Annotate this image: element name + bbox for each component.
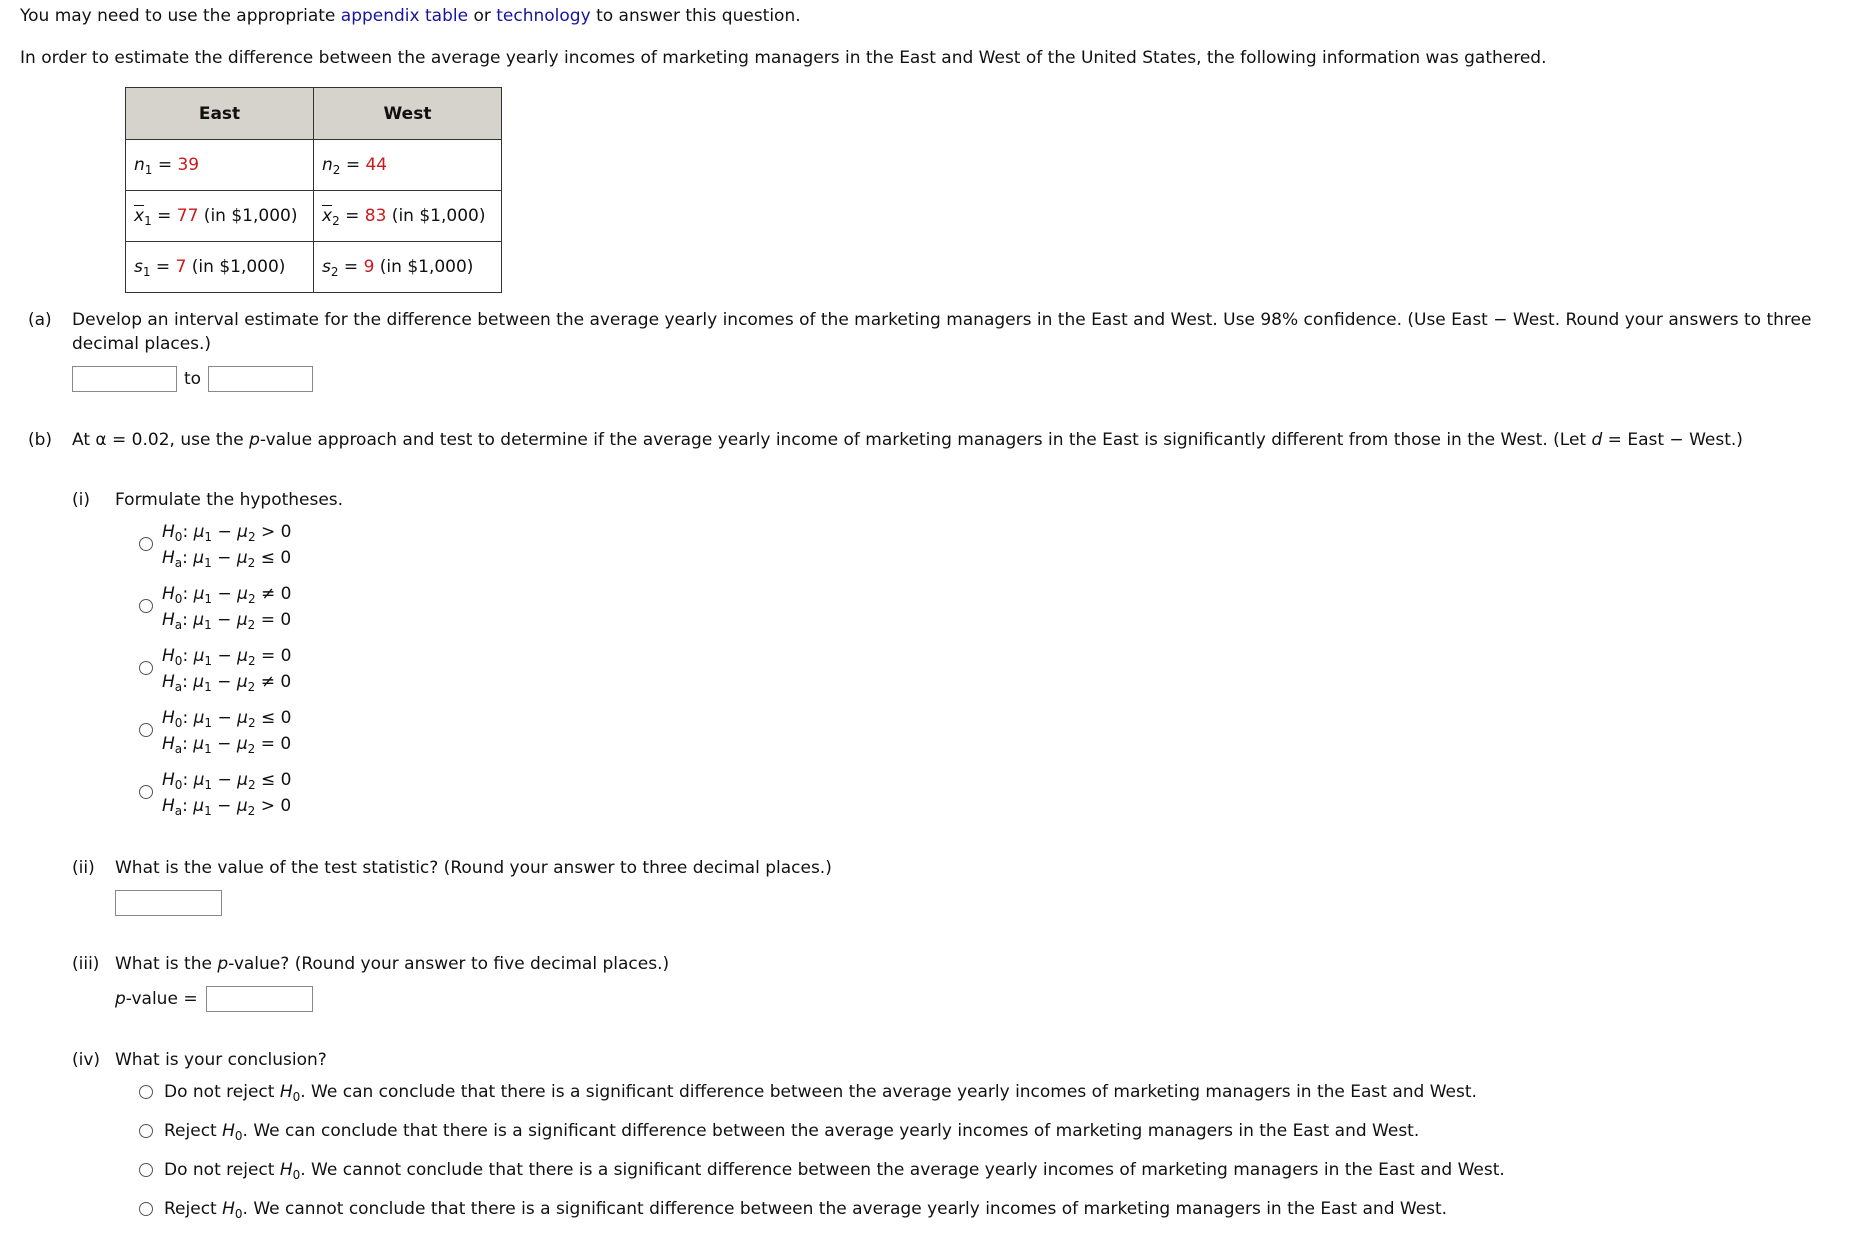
east-n-cell: $n_1 = 39$ [126, 140, 314, 191]
hypothesis-option-1-radio[interactable] [139, 537, 153, 551]
hypothesis-option-5-radio[interactable] [139, 785, 153, 799]
part-b-text: At α = 0.02, use the p-value approach and test to determine if the average yearly income of marketing managers in the East is significantly different from those in the West. (Let d = East − West.) [72, 430, 1743, 450]
hypothesis-option-1-ha: $H_a$: $\mu_1 - \mu_2 \le 0$ [162, 548, 292, 570]
intro-suffix: to answer this question. [590, 6, 801, 26]
part-iv-label: (iv) [72, 1050, 101, 1070]
intro-prefix: You may need to use the appropriate [20, 6, 341, 26]
part-iii-text: What is the p-value? (Round your answer to five decimal places.) [115, 954, 670, 974]
table-header-west: West [314, 88, 502, 140]
part-ii-text: What is the value of the test statistic? (Round your answer to three decimal places.) [115, 858, 832, 878]
p-value-input[interactable] [206, 986, 313, 1012]
test-statistic-input[interactable] [115, 890, 222, 916]
conclusion-option-4-label: Reject $H_0$. We cannot conclude that there is a significant difference between the average yearly incomes of marketing managers in the East and West. [164, 1199, 1448, 1221]
part-i-text: Formulate the hypotheses. [115, 490, 344, 510]
table-row [126, 242, 502, 293]
conclusion-option-4-radio[interactable] [139, 1202, 153, 1216]
technology-link[interactable]: technology [496, 6, 591, 26]
hypothesis-option-3-h0: $H_0$: $\mu_1 - \mu_2 = 0$ [162, 646, 292, 668]
part-a-text-line1: Develop an interval estimate for the difference between the average yearly incomes of the marketing managers in the East and West. Use 98% confidence. (Use East − West. Round your answers to three [72, 310, 1812, 330]
part-ii-label: (ii) [72, 858, 95, 878]
part-iv-text: What is your conclusion? [115, 1050, 327, 1070]
interval-upper-input[interactable] [208, 366, 313, 392]
hypothesis-option-3-radio[interactable] [139, 661, 153, 675]
east-sd-cell: $s_1 = 7$ (in $1,000) [126, 242, 314, 293]
data-table [125, 87, 502, 293]
hypothesis-option-5-ha: $H_a$: $\mu_1 - \mu_2 > 0$ [162, 796, 292, 818]
part-b-label: (b) [28, 430, 53, 450]
table-header-east: East [126, 88, 314, 140]
intro-middle: or [468, 6, 497, 26]
hypothesis-option-3-ha: $H_a$: $\mu_1 - \mu_2 \ne 0$ [162, 672, 292, 694]
p-value-label: p-value = [115, 989, 198, 1009]
hypothesis-option-2-h0: $H_0$: $\mu_1 - \mu_2 \ne 0$ [162, 584, 292, 606]
conclusion-option-1-label: Do not reject $H_0$. We can conclude that there is a significant difference between the average yearly incomes of marketing managers in the East and West. [164, 1082, 1477, 1104]
intro-line [20, 6, 801, 26]
hypothesis-option-1-h0: $H_0$: $\mu_1 - \mu_2 > 0$ [162, 522, 292, 544]
conclusion-option-2-radio[interactable] [139, 1124, 153, 1138]
hypothesis-option-5-h0: $H_0$: $\mu_1 - \mu_2 \le 0$ [162, 770, 292, 792]
west-sd-cell: $s_2 = 9$ (in $1,000) [314, 242, 502, 293]
hypothesis-option-4-ha: $H_a$: $\mu_1 - \mu_2 = 0$ [162, 734, 292, 756]
hypothesis-option-2-radio[interactable] [139, 599, 153, 613]
part-i-label: (i) [72, 490, 90, 510]
conclusion-option-3-radio[interactable] [139, 1163, 153, 1177]
west-mean-cell: $\overline{x}_2 = 83$ (in $1,000) [314, 191, 502, 242]
conclusion-option-1-radio[interactable] [139, 1085, 153, 1099]
part-a-label: (a) [28, 310, 52, 330]
east-mean-cell: $\overline{x}_1 = 77$ (in $1,000) [126, 191, 314, 242]
hypothesis-option-2-ha: $H_a$: $\mu_1 - \mu_2 = 0$ [162, 610, 292, 632]
part-a-text-line2: decimal places.) [72, 334, 212, 354]
appendix-table-link[interactable]: appendix table [340, 6, 469, 26]
conclusion-option-2-label: Reject $H_0$. We can conclude that there is a significant difference between the average yearly incomes of marketing managers in the East and West. [164, 1121, 1420, 1143]
hypothesis-option-4-radio[interactable] [139, 723, 153, 737]
problem-statement: In order to estimate the difference between the average yearly incomes of marketing managers in the East and West of the United States, the following information was gathered. [20, 48, 1547, 68]
conclusion-option-3-label: Do not reject $H_0$. We cannot conclude that there is a significant difference between the average yearly incomes of marketing managers in the East and West. [164, 1160, 1505, 1182]
west-n-cell: $n_2 = 44$ [314, 140, 502, 191]
table-row [126, 191, 502, 242]
interval-lower-input[interactable] [72, 366, 177, 392]
to-label: to [184, 369, 202, 389]
part-iii-label: (iii) [72, 954, 100, 974]
hypothesis-option-4-h0: $H_0$: $\mu_1 - \mu_2 \le 0$ [162, 708, 292, 730]
table-row [126, 140, 502, 191]
